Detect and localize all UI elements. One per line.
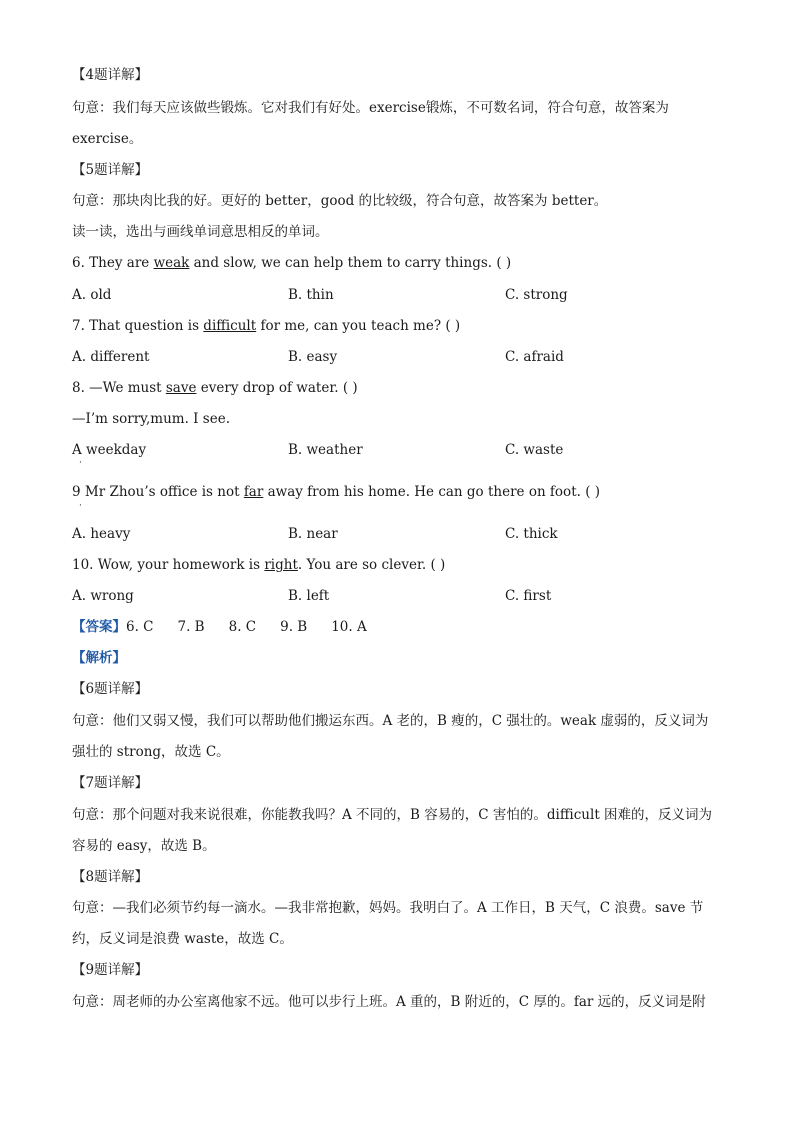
explanation-q4-text-cont: exercise。 xyxy=(72,131,143,147)
explanation-q8-heading: 【8题详解】 xyxy=(72,869,149,885)
explanation-q9-heading: 【9题详解】 xyxy=(72,962,149,978)
option-c: C. afraid xyxy=(505,349,564,365)
question-text: away from his home. He can go there on foot. ( ) xyxy=(263,484,601,500)
explanation-q7-text: 句意：那个问题对我来说很难，你能教我吗？A 不同的，B 容易的，C 害怕的。difficult 困难的，反义词为 xyxy=(72,807,713,823)
question-text: 10. Wow, your homework is xyxy=(72,557,265,573)
question-7 xyxy=(72,317,460,335)
question-text: . You are so clever. ( ) xyxy=(297,557,446,573)
explanation-q4-heading: 【4题详解】 xyxy=(72,67,149,83)
explanation-q7-text-cont: 容易的 easy，故选 B。 xyxy=(72,838,216,854)
question-text: 6. They are xyxy=(72,255,154,271)
explanation-q5-heading: 【5题详解】 xyxy=(72,162,149,178)
option-b: B. easy xyxy=(288,349,338,365)
underlined-word: right xyxy=(264,557,298,573)
underlined-word: far xyxy=(243,484,264,500)
option-c: C. strong xyxy=(505,287,568,303)
question-8 xyxy=(72,379,358,397)
option-b: B. near xyxy=(288,526,338,542)
explanation-q5-text: 句意：那块肉比我的好。更好的 better，good 的比较级，符合句意，故答案为 better。 xyxy=(72,193,608,209)
underlined-word: difficult xyxy=(203,318,257,334)
explanation-q9-text: 句意：周老师的办公室离他家不远。他可以步行上班。A 重的，B 附近的，C 厚的。far 远的，反义词是附 xyxy=(72,994,706,1010)
stray-dot: · xyxy=(79,501,82,511)
answer-label: 【答案】 xyxy=(72,619,126,635)
option-a: A. wrong xyxy=(72,588,134,604)
explanation-q8-text: 句意：—我们必须节约每一滴水。—我非常抱歉，妈妈。我明白了。A 工作日，B 天气，C 浪费。save 节 xyxy=(72,900,704,916)
option-a: A. heavy xyxy=(72,526,131,542)
question-text: and slow, we can help them to carry things. ( ) xyxy=(189,255,512,271)
question-text: for me, can you teach me? ( ) xyxy=(256,318,461,334)
option-a: A weekday xyxy=(72,442,147,458)
question-9 xyxy=(72,483,600,501)
option-c: C. waste xyxy=(505,442,564,458)
answer-line xyxy=(72,618,391,636)
question-text: 9 Mr Zhou’s office is not xyxy=(72,484,244,500)
option-a: A. different xyxy=(72,349,150,365)
answer-item: 9. B xyxy=(280,619,308,635)
question-text: 8. —We must xyxy=(72,380,166,396)
underlined-word: weak xyxy=(153,255,190,271)
option-b: B. weather xyxy=(288,442,363,458)
section-instruction: 读一读，选出与画线单词意思相反的单词。 xyxy=(72,224,329,240)
question-6 xyxy=(72,254,511,272)
answer-item: 8. C xyxy=(228,619,257,635)
explanation-q7-heading: 【7题详解】 xyxy=(72,775,149,791)
answer-item: 10. A xyxy=(331,619,367,635)
analysis-label: 【解析】 xyxy=(72,650,126,666)
underlined-word: save xyxy=(165,380,197,396)
option-a: A. old xyxy=(72,287,112,303)
explanation-q6-text: 句意：他们又弱又慢，我们可以帮助他们搬运东西。A 老的，B 瘦的，C 强壮的。weak 虚弱的，反义词为 xyxy=(72,713,709,729)
question-text: every drop of water. ( ) xyxy=(196,380,358,396)
explanation-q6-text-cont: 强壮的 strong，故选 C。 xyxy=(72,744,230,760)
answer-item: 7. B xyxy=(177,619,205,635)
option-c: C. thick xyxy=(505,526,558,542)
explanation-q8-text-cont: 约，反义词是浪费 waste，故选 C。 xyxy=(72,931,293,947)
question-text: 7. That question is xyxy=(72,318,204,334)
option-b: B. left xyxy=(288,588,330,604)
question-10 xyxy=(72,556,445,574)
option-c: C. first xyxy=(505,588,552,604)
answer-item: 6. C xyxy=(126,619,154,635)
explanation-q4-text: 句意：我们每天应该做些锻炼。它对我们有好处。exercise锻炼，不可数名词，符合句意，故答案为 xyxy=(72,100,669,116)
question-8-dialogue: —I’m sorry,mum. I see. xyxy=(72,411,231,427)
explanation-q6-heading: 【6题详解】 xyxy=(72,681,149,697)
option-b: B. thin xyxy=(288,287,334,303)
stray-dot: · xyxy=(79,458,82,468)
